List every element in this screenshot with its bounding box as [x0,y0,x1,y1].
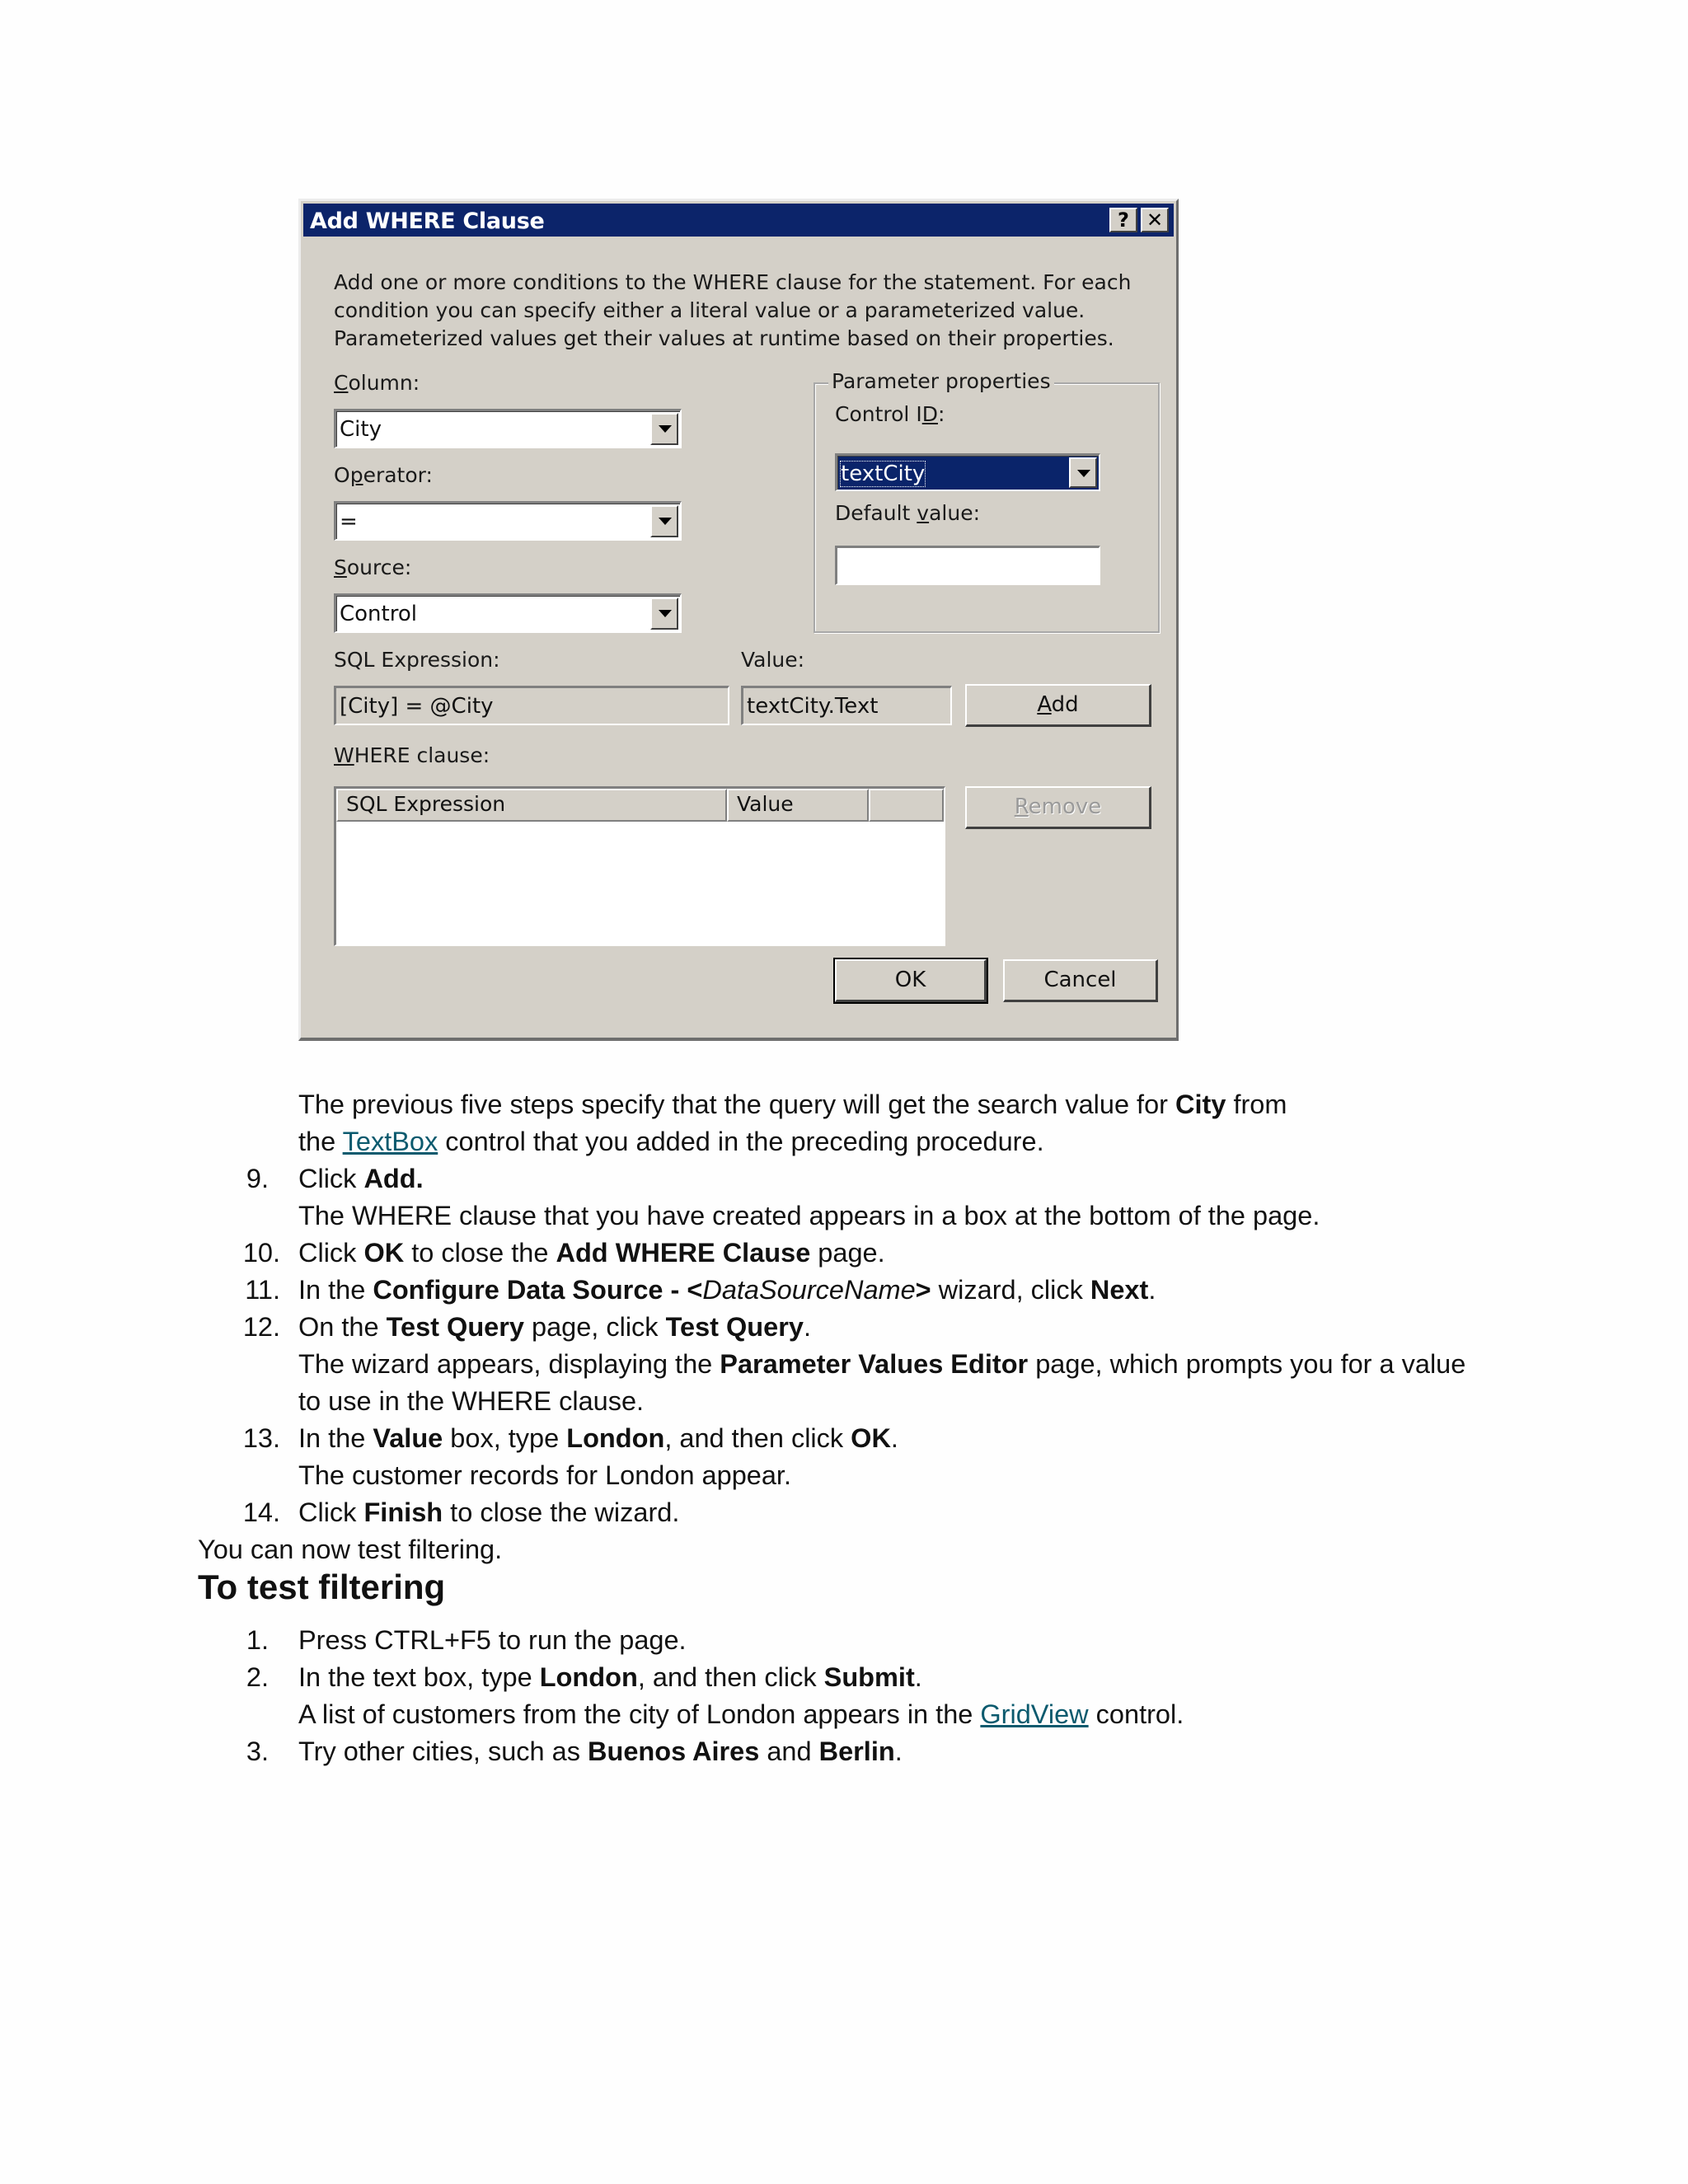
text: , and then click [664,1423,851,1453]
test-step-2-note [298,1696,1184,1733]
chevron-down-icon[interactable] [650,598,678,630]
where-clause-label-key: W [334,743,354,767]
text: . [890,1423,898,1453]
bold-text: Configure Data Source - < [373,1275,703,1305]
column-value: City [340,417,382,442]
step-number: 14. [242,1497,280,1527]
text: . [803,1312,811,1342]
text: the [298,1127,343,1156]
bold-text: Add WHERE Clause [556,1238,811,1268]
column-label-key: C [334,371,349,395]
close-button[interactable]: ✕ [1141,208,1169,232]
add-where-clause-dialog [298,199,1179,1041]
step-number: 9. [246,1164,269,1193]
step-12-note [298,1346,1465,1383]
gridview-link[interactable]: GridView [980,1699,1089,1729]
bold-text: Finish [363,1497,443,1527]
operator-label-a: O [334,463,350,487]
bold-text: Buenos Aires [588,1736,760,1766]
section-heading: To test filtering [198,1568,446,1606]
para-previous-steps [298,1086,1287,1123]
text: In the text box, type [298,1662,540,1692]
bold-text: OK [363,1238,405,1268]
text: The wizard appears, displaying the [298,1349,720,1379]
column-label-rest: olumn: [348,371,420,395]
remove-button-key: R [1014,794,1029,819]
dialog-intro [334,269,1158,353]
operator-label-rest: erator: [363,463,433,487]
dialog-titlebar [303,204,1174,237]
operator-value: = [340,509,358,534]
text: page. [810,1238,885,1268]
step-13 [298,1420,898,1457]
step-12-note-cont: to use in the WHERE clause. [298,1386,645,1416]
default-value-label-a: Default [835,501,917,525]
text: wizard, click [931,1275,1090,1305]
para-previous-steps-cont [298,1123,1044,1160]
column-label [334,371,420,395]
intro-line: Add one or more conditions to the WHERE clause for the statement. For each [334,270,1132,294]
control-id-dropdown[interactable] [835,453,1100,491]
text: . [894,1736,903,1766]
column-dropdown[interactable] [334,409,682,448]
control-id-label-c: : [937,402,945,426]
value-field[interactable] [741,686,952,725]
text: control. [1088,1699,1184,1729]
ok-button[interactable]: OK [835,959,987,1002]
step-number: 13. [242,1423,280,1453]
step-number: 3. [246,1736,269,1766]
textbox-link[interactable]: TextBox [342,1127,438,1156]
bold-text: Parameter Values Editor [720,1349,1029,1379]
text: In the [298,1423,373,1453]
bold-text: Add. [363,1164,424,1193]
sql-expression-value: [City] = @City [340,694,494,719]
cancel-button[interactable]: Cancel [1003,959,1158,1002]
chevron-down-icon[interactable] [650,413,678,445]
control-id-value: textCity [841,462,926,486]
bold-text: London [539,1662,638,1692]
step-10 [298,1235,885,1272]
source-dropdown[interactable] [334,593,682,633]
intro-line: Parameterized values get their values at runtime based on their properties. [334,326,1114,350]
text: to close the wizard. [443,1497,680,1527]
sql-expression-field[interactable] [334,686,729,725]
column-header-sql-expression[interactable]: SQL Expression [336,789,727,822]
text: page, click [523,1312,666,1342]
italic-text: DataSourceName [702,1275,916,1305]
bold-text: Test Query [386,1312,524,1342]
step-number: 1. [246,1625,269,1655]
parameter-properties-group [814,369,1160,633]
bold-text: Berlin [818,1736,895,1766]
text: The previous five steps specify that the query will get the search value for [298,1090,1176,1119]
default-value-input[interactable] [835,546,1100,585]
add-button[interactable] [965,684,1151,727]
bold-text: Submit [823,1662,915,1692]
text: from [1226,1090,1287,1119]
text: box, type [443,1423,567,1453]
operator-label [334,463,433,487]
control-id-label-a: Control I [835,402,922,426]
add-button-key: A [1037,692,1052,717]
where-clause-label-rest: HERE clause: [354,743,490,767]
step-11 [298,1272,1156,1309]
sql-expression-label: SQL Expression: [334,648,500,672]
text: In the [298,1275,373,1305]
bold-text: Value [373,1423,443,1453]
text: Try other cities, such as [298,1736,588,1766]
step-number: 12. [242,1312,280,1342]
text: page, which prompts you for a value [1028,1349,1466,1379]
control-id-label-key: D [921,402,938,426]
control-id-label [835,402,945,426]
test-step-2 [298,1659,922,1696]
step-9 [298,1160,424,1197]
test-step-1: Press CTRL+F5 to run the page. [298,1625,687,1655]
step-number: 10. [242,1238,280,1268]
chevron-down-icon[interactable] [650,505,678,537]
operator-dropdown[interactable] [334,501,682,541]
step-13-note: The customer records for London appear. [298,1460,791,1490]
test-step-3 [298,1733,903,1770]
text: , and then click [637,1662,824,1692]
column-header-value[interactable]: Value [727,789,869,822]
source-value: Control [340,602,417,626]
intro-line: condition you can specify either a literal value or a parameterized value. [334,298,1085,322]
text: A list of customers from the city of London appears in the [298,1699,981,1729]
text: to close the [404,1238,556,1268]
source-label-key: S [334,555,347,579]
default-value-label [835,501,980,525]
text: Click [298,1497,364,1527]
source-label-rest: ource: [346,555,412,579]
bold-text: London [566,1423,665,1453]
step-number: 2. [246,1662,269,1692]
text: and [759,1736,819,1766]
bold-text: Next [1090,1275,1149,1305]
add-button-rest: dd [1051,692,1079,717]
value-value: textCity.Text [747,694,879,719]
default-value-label-key: v [917,501,930,525]
bold-text: > [915,1275,931,1305]
step-14 [298,1494,679,1531]
bold-text: Test Query [665,1312,804,1342]
text: . [914,1662,922,1692]
value-label: Value: [741,648,805,672]
source-label [334,555,411,579]
chevron-down-icon[interactable] [1069,457,1097,488]
step-number: 11. [245,1275,280,1305]
bold-text: City [1175,1090,1226,1119]
text: control that you added in the preceding procedure. [438,1127,1044,1156]
bold-text: OK [851,1423,891,1453]
where-clause-label [334,743,490,767]
default-value-label-c: alue: [929,501,981,525]
text: Click [298,1238,364,1268]
dialog-title: Add WHERE Clause [310,209,545,234]
remove-button[interactable] [965,786,1151,829]
operator-label-key: p [349,463,363,487]
text: . [1148,1275,1156,1305]
where-clause-list[interactable] [334,786,945,946]
column-header-empty [869,789,944,822]
step-9-note: The WHERE clause that you have created appears in a box at the bottom of the page. [298,1201,1320,1230]
step-12 [298,1309,811,1346]
remove-button-rest: emove [1028,794,1102,819]
text: Click [298,1164,364,1193]
parameter-properties-label: Parameter properties [828,369,1054,393]
help-button[interactable]: ? [1109,208,1137,232]
summary-text: You can now test filtering. [198,1535,503,1564]
text: On the [298,1312,387,1342]
